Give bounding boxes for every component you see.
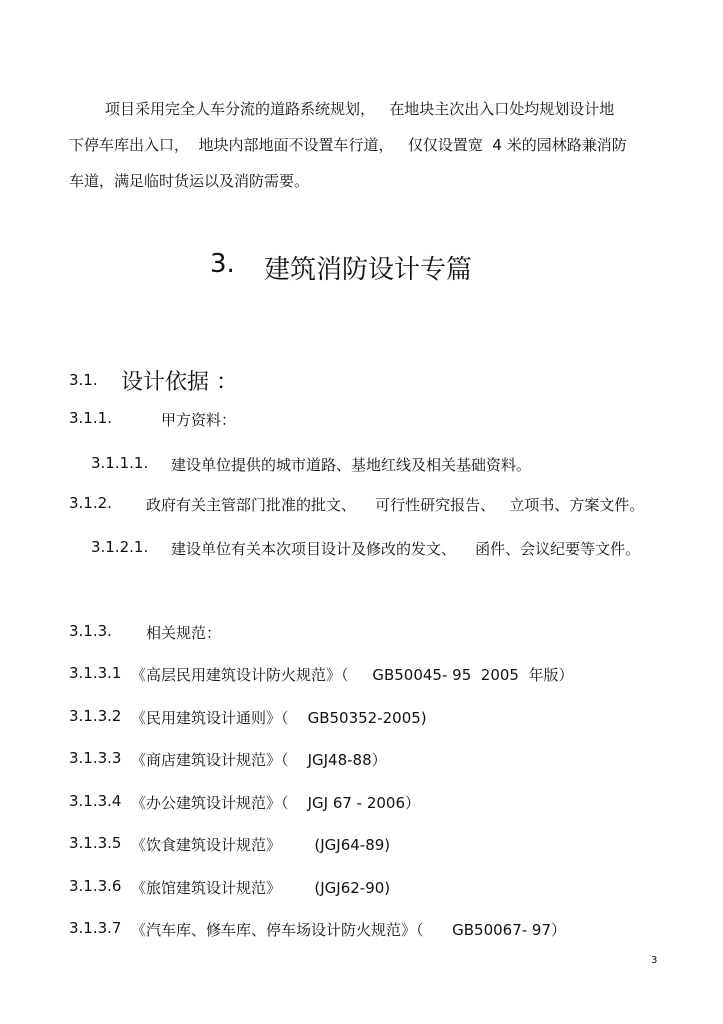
intro-line-2: 下停车库出入口， 地块内部地面不设置车行道， 仅仅设置宽 4 米的园林路兼消防 — [69, 136, 627, 154]
heading-number: 3.1. — [69, 371, 98, 389]
code-item-text: 《汽车库、修车库、停车场设计防火规范》（ GB50067- 97） — [131, 921, 567, 939]
code-item-number: 3.1.3.7 — [69, 919, 122, 937]
page-number: 3 — [651, 955, 658, 966]
item-text: 建设单位提供的城市道路、基地红线及相关基础资料。 — [171, 456, 532, 474]
code-item-text: 《民用建筑设计通则》（ GB50352-2005) — [131, 709, 427, 727]
code-item-number: 3.1.3.2 — [69, 707, 122, 725]
subheading-party-a: 甲方资料： — [161, 411, 237, 429]
code-item-number: 3.1.3.6 — [69, 877, 122, 895]
intro-line-3: 车道，满足临时货运以及消防需要。 — [69, 172, 310, 190]
code-item-text: 《旅馆建筑设计规范》 (JGJ62-90) — [131, 879, 391, 897]
subheading-number: 3.1.3. — [69, 622, 112, 640]
section-title: 建筑消防设计专篇 — [264, 255, 473, 285]
code-item-text: 《商店建筑设计规范》（ JGJ48-88） — [131, 751, 387, 769]
item-number: 3.1.1.1. — [91, 454, 149, 472]
subheading-number: 3.1.1. — [69, 409, 112, 427]
subheading-number: 3.1.2. — [69, 494, 112, 512]
code-item-number: 3.1.3.4 — [69, 792, 122, 810]
item-text: 建设单位有关本次项目设计及修改的发文、 函件、会议纪要等文件。 — [171, 540, 641, 558]
code-item-number: 3.1.3.5 — [69, 834, 122, 852]
code-item-text: 《饮食建筑设计规范》 (JGJ64-89) — [131, 836, 391, 854]
code-item-number: 3.1.3.1 — [69, 664, 122, 682]
section-number: 3. — [210, 249, 235, 279]
item-number: 3.1.2.1. — [91, 538, 149, 556]
code-item-number: 3.1.3.3 — [69, 749, 122, 767]
code-item-text: 《办公建筑设计规范》（ JGJ 67 - 2006） — [131, 794, 421, 812]
heading-design-basis: 设计依据 ： — [121, 370, 238, 395]
subheading-codes: 相关规范： — [146, 624, 222, 642]
intro-line-1: 项目采用完全人车分流的道路系统规划， 在地块主次出入口处均规划设计地 — [105, 100, 615, 118]
subheading-approvals: 政府有关主管部门批准的批文、 可行性研究报告、 立项书、方案文件。 — [146, 496, 645, 514]
code-item-text: 《高层民用建筑设计防火规范》（ GB50045- 95 2005 年版） — [131, 666, 574, 684]
